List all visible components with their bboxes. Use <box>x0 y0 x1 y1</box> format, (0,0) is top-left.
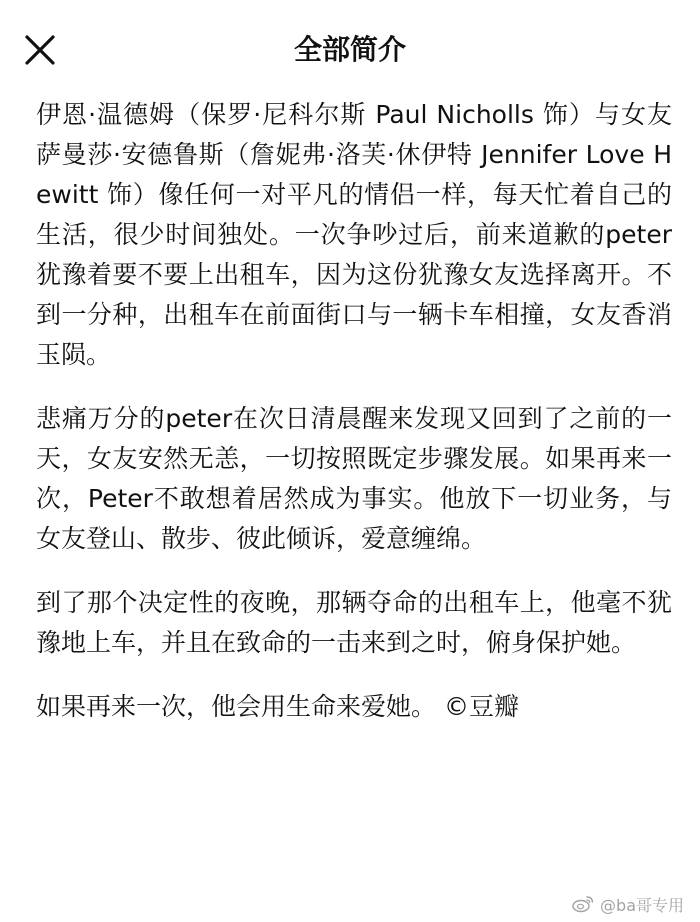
page-title: 全部简介 <box>293 33 406 66</box>
watermark <box>572 892 684 916</box>
synopsis-paragraph-1: 伊恩·温德姆（保罗·尼科尔斯 Paul Nicholls 饰）与女友萨曼莎·安德鲁斯（詹妮弗·洛芙·休伊特 Jennifer Love Hewitt 饰）像任何一对平凡的情侣一样，每天忙着自己的生活，很少时间独处。一次争吵过后，前来道歉的peter犹豫着要不要上出租车，因为这份犹豫女友选择离开。不到一分种，出租车在前面街口与一辆卡车相撞，女友香消玉陨。 <box>36 100 672 369</box>
header-bar <box>0 0 700 100</box>
synopsis-paragraph-2: 悲痛万分的peter在次日清晨醒来发现又回到了之前的一天，女友安然无恙，一切按照既定步骤发展。如果再来一次，Peter不敢想着居然成为事实。他放下一切业务，与女友登山、散步、彼此倾诉，爱意缠绵。 <box>36 404 672 553</box>
synopsis-content <box>36 95 672 751</box>
synopsis-paragraph-4: 如果再来一次，他会用生命来爱她。 ©豆瓣 <box>36 692 519 721</box>
synopsis-paragraph-3: 到了那个决定性的夜晚，那辆夺命的出租车上，他毫不犹豫地上车，并且在致命的一击来到之时，俯身保护她。 <box>36 588 672 657</box>
weibo-icon <box>572 895 594 913</box>
watermark-text: @ba哥专用 <box>600 895 684 915</box>
